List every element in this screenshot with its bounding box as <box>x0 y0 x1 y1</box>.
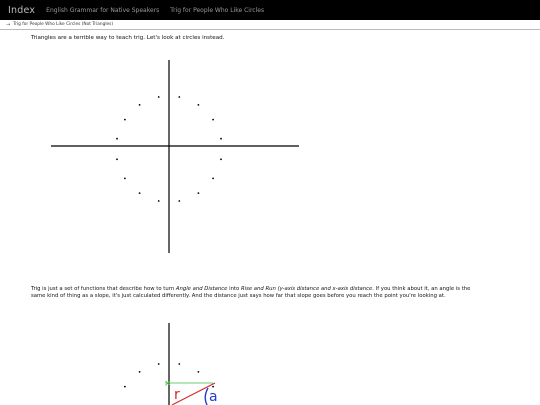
nav-link-trig-circles[interactable]: Trig for People Who Like Circles <box>170 6 265 14</box>
circle-dot <box>139 371 141 373</box>
radius-label: r <box>174 387 180 403</box>
circle-dot <box>178 96 180 98</box>
nav-link-english-grammar[interactable]: English Grammar for Native Speakers <box>46 6 160 14</box>
para-emphasis-angle-distance: Angle and Distance <box>175 286 228 292</box>
circle-dot <box>178 363 180 365</box>
circle-dot <box>158 96 160 98</box>
para-text-1: Trig is just a set of functions that describe how to turn <box>31 286 176 292</box>
site-brand[interactable]: Index <box>8 4 36 16</box>
circle-diagram <box>51 60 299 253</box>
circle-dot <box>212 386 214 388</box>
circle-dot <box>212 178 214 180</box>
circle-dot <box>158 363 160 365</box>
breadcrumb-arrow-icon: → <box>6 21 11 28</box>
circle-dot <box>220 138 222 140</box>
circle-dot <box>198 371 200 373</box>
circle-dot <box>212 119 214 121</box>
point-x-mark: × <box>164 379 172 389</box>
intro-text: Triangles are a terrible way to teach trig. Let's look at circles instead. <box>31 35 225 41</box>
angle-label: a <box>209 389 218 405</box>
circle-dot <box>139 192 141 194</box>
circle-dot <box>220 158 222 160</box>
circle-dot <box>124 178 126 180</box>
circle-dot <box>158 200 160 202</box>
circle-dot <box>116 138 118 140</box>
breadcrumb-current-page[interactable]: Trig for People Who Like Circles (Not Triangles) <box>13 22 114 27</box>
angle-arc <box>205 388 208 405</box>
circle-dot <box>124 386 126 388</box>
circle-dot <box>139 104 141 106</box>
explanation-paragraph <box>31 286 483 299</box>
circle-diagram-annotated <box>124 323 218 405</box>
circle-dot <box>178 200 180 202</box>
circle-dot <box>116 158 118 160</box>
para-text-2: into <box>227 286 241 292</box>
circle-dot <box>198 192 200 194</box>
para-emphasis-rise-run: Rise and Run (y-axis distance and x-axis distance. <box>240 286 375 292</box>
circle-dot <box>198 104 200 106</box>
para-text-3: If you think about it, an angle is the same kind of thing as a slope, it's just calculated differently. And the distance just says how far that slope goes before you reach the point you're looking at. <box>31 286 471 299</box>
circle-dot <box>124 119 126 121</box>
